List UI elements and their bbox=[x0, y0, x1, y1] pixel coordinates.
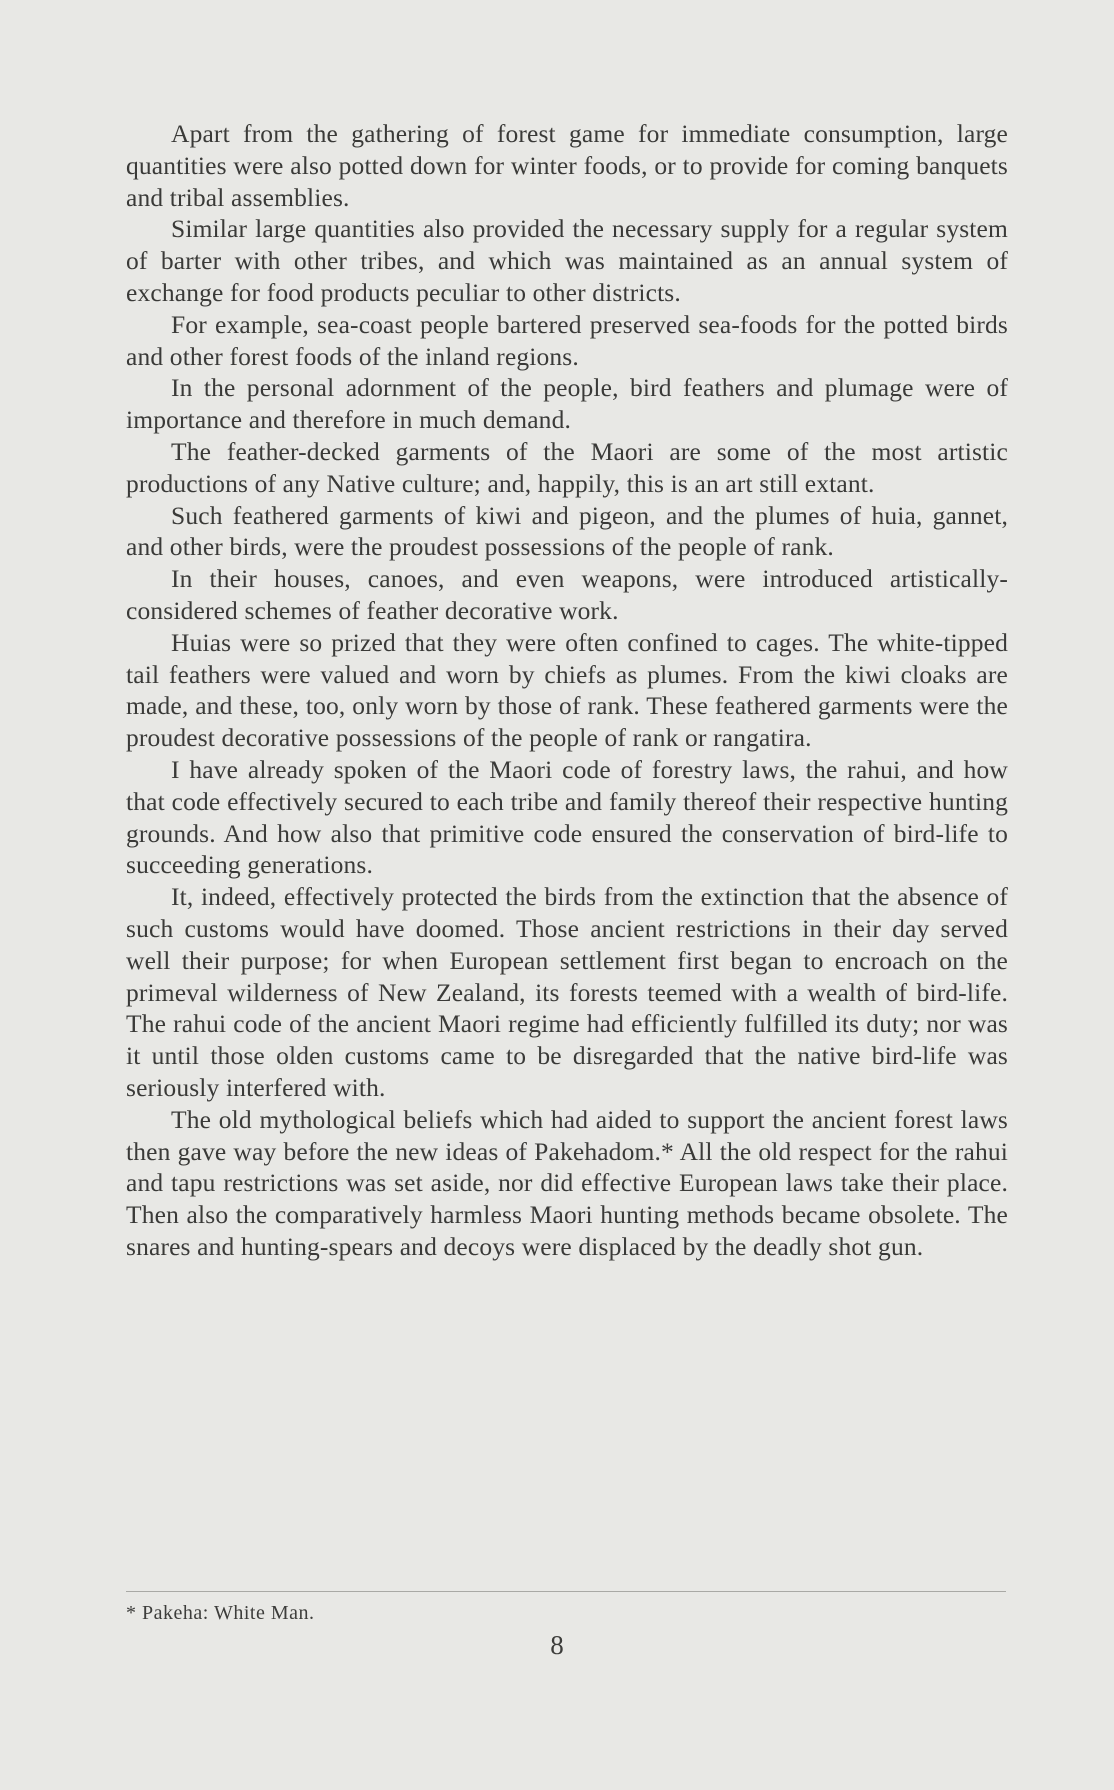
paragraph: Apart from the gathering of forest game for immediate consumption, large quantities were also potted down for winter foods, or to provide for coming banquets and tribal assemblies. bbox=[126, 119, 1008, 212]
paragraph: For example, sea-coast people bartered preserved sea-foods for the potted birds and other forest foods of the inland regions. bbox=[126, 309, 1008, 371]
paragraph: The old mythological beliefs which had aided to support the ancient forest laws then gave way before the new ideas of Pakehadom.* All the old respect for the rahui and tapu restrictions was set aside, nor did effective European laws take their place. Then also the comparatively harmless Maori hunting methods became obsolete. The snares and hunting-spears and decoys were displaced by the deadly shot gun. bbox=[126, 1104, 1008, 1261]
paragraph: In the personal adornment of the people, bird feathers and plumage were of importance and therefore in much demand. bbox=[126, 373, 1008, 435]
paragraph: Such feathered garments of kiwi and pigeon, and the plumes of huia, gannet, and other birds, were the proudest possessions of the people of rank. bbox=[126, 500, 1008, 562]
body-text bbox=[126, 118, 1008, 1263]
page-number: 8 bbox=[550, 1630, 564, 1660]
paragraph: Huias were so prized that they were often confined to cages. The white-tipped tail feathers were valued and worn by chiefs as plumes. From the kiwi cloaks are made, and these, too, only worn by those of rank. These feathered garments were the proudest decorative possessions of the people of rank or rangatira. bbox=[126, 627, 1008, 753]
paragraph: The feather-decked garments of the Maori are some of the most artistic productions of any Native culture; and, happily, this is an art still extant. bbox=[126, 436, 1008, 498]
paragraph: It, indeed, effectively protected the birds from the extinction that the absence of such customs would have doomed. Those ancient restrictions in their day served well their purpose; for when European settlement first began to encroach on the primeval wilderness of New Zealand, its forests teemed with a wealth of bird-life. The rahui code of the ancient Maori regime had efficiently fulfilled its duty; nor was it until those olden customs came to be disregarded that the native bird-life was seriously interfered with. bbox=[126, 882, 1008, 1102]
paragraph: I have already spoken of the Maori code of forestry laws, the rahui, and how that code effectively secured to each tribe and family thereof their respective hunting grounds. And how also that primitive code ensured the conservation of bird-life to succeeding generations. bbox=[126, 754, 1008, 880]
paragraph: Similar large quantities also provided the necessary supply for a regular system of barter with other tribes, and which was maintained as an annual system of exchange for food products peculiar to other districts. bbox=[126, 214, 1008, 307]
footnote: * Pakeha: White Man. bbox=[126, 1602, 315, 1624]
footnote-divider bbox=[126, 1591, 1006, 1592]
paragraph: In their houses, canoes, and even weapons, were introduced artistically-considered schemes of feather decorative work. bbox=[126, 564, 1008, 625]
